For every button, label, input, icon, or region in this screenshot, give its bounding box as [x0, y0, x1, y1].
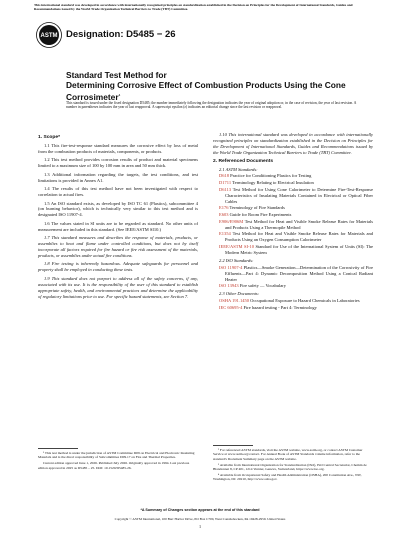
footnote-edition: Current edition approved June 1, 2026. Published July 2026. Originally approved in 1994. Last previous edition approved in 2025 as D5485 – 25. DOI: 10.1520/D5485-26. [38, 461, 190, 470]
copyright-line: Copyright © ASTM International, 100 Barr Harbor Drive, PO Box C700, West Conshohocken, PA 19428-2959. United States [114, 517, 286, 521]
footnotes-left [38, 448, 198, 472]
reference-code-link[interactable]: IEEE/ASTM SI-10 [219, 243, 255, 249]
reference-title: Test Method for Heat and Visible Smoke Release Rates for Materials and Products Using an Oxygen Consumption Calorimeter [225, 231, 373, 243]
reference-code-link[interactable]: D6113 [219, 186, 232, 192]
paragraph-1-2: 1.2 This test method provides corrosion results of product and material specimens limited to a maximum size of 100 by 100 mm in area and 50 mm thick. [38, 157, 198, 169]
paragraph-1-1: 1.1 This fire-test-response standard measures the corrosive effect by loss of metal from the combustion products of materials, components, or products. [38, 142, 198, 154]
footnote-1: ¹ This test method is under the jurisdiction of ASTM Committee D09 on Electrical and Electronic Insulating Materials and is the direct responsibility of Subcommittee D09.17 on Fire and Thermal Properties. [38, 451, 195, 460]
astm-reference-list [213, 173, 373, 255]
astm-logo-icon [36, 22, 62, 48]
paragraph-1-7: 1.7 This standard measures and describes the response of materials, products, or assemblies to heat and flame under controlled conditions, but does not by itself incorporate all factors required for fire hazard or fire risk assessment of the materials, products, or assemblies under actual fire conditions. [38, 235, 198, 258]
reference-item [219, 180, 373, 186]
reference-title: Standard for Use of the International System of Units (SI): The Modern Metric System [225, 243, 373, 255]
paragraph-1-5: 1.5 An ISO standard exists, as developed by ISO TC 61 (Plastics), subcommittee 4 (on burning behavior), which is technically very similar to this test method and is designated ISO 11907-4. [38, 200, 198, 218]
reference-title: Guide for Room Fire Experiments [228, 212, 292, 218]
reference-code-link[interactable]: ISO 13943 [219, 283, 239, 289]
reference-title: Terminology Relating to Electrical Insulation [231, 180, 314, 186]
international-standard-notice: This international standard was developed in accordance with internationally recognized principles on standardization established in the Decision on Principles for the Development of International Standards, Guides and Recommendations issued by the World Trade Organization Technical Barriers to Trade (TBT) Committee. [34, 3, 353, 12]
iso-standards-heading: 2.2 ISO Standards: [219, 257, 254, 263]
title-footnote-mark: 1 [118, 93, 121, 97]
footnotes-right [213, 445, 373, 483]
reference-item [219, 212, 373, 218]
referenced-documents-heading: 2. Referenced Documents [213, 158, 274, 164]
scope-heading: 1. Scope* [38, 135, 61, 140]
reference-title: Plastics—Smoke Generation—Determination of the Corrosivity of Fire Effluents—Part 4: Dynamic Decomposition Method Using a Conical Radiant Heater [225, 264, 373, 282]
reference-item [219, 283, 373, 289]
paragraph-1-8: 1.8 Fire testing is inherently hazardous. Adequate safeguards for personnel and property shall be employed in conducting these tests. [38, 261, 198, 273]
title-line-1: Standard Test Method for [66, 70, 167, 80]
reference-title: Fire safety — Vocabulary [238, 283, 286, 289]
astm-standards-heading: 2.1 ASTM Standards: [219, 166, 258, 172]
reference-code-link[interactable]: IEC 60695-4 [219, 304, 243, 310]
designation: Designation: D5485 − 26 [66, 29, 176, 40]
document-title [66, 70, 366, 102]
reference-item [219, 298, 373, 304]
svg-text:ASTM: ASTM [40, 33, 58, 39]
paragraph-1-4: 1.4 The results of this test method have not been investigated with respect to correlation to actual fires. [38, 186, 198, 198]
footnote-3: ³ Available from International Organization for Standardization (ISO), ISO Central Secretariat, Chemin de Blandonnet 8, CP 401, 1214 Vernier, Geneva, Switzerland, https://www.iso.org. [213, 462, 367, 471]
paragraph-1-10: 1.10 This international standard was developed in accordance with internationally recognized principles on standardization established in the Decision on Principles for the Development of International Standards, Guides and Recommendations issued by the World Trade Organization Technical Barriers to Trade (TBT) Committee. [213, 132, 373, 155]
reference-code-link[interactable]: OSHA 191.1450 [219, 298, 250, 304]
reference-title: Fire hazard testing - Part 4: Terminology [242, 304, 317, 310]
paragraph-1-3: 1.3 Additional information regarding the targets, the test conditions, and test limitations is provided in Annex A1. [38, 171, 198, 183]
reference-code-link[interactable]: E1354 [219, 231, 231, 237]
reference-title: Practice for Conditioning Plastics for Testing [229, 173, 312, 179]
other-documents-heading: 2.3 Other Documents: [219, 291, 260, 297]
other-reference-list [213, 298, 373, 311]
reference-code-link[interactable]: D1711 [219, 180, 232, 186]
standard-issuance-note: This standard is issued under the fixed designation D5485; the number immediately following the designation indicates the year of original adoption or, in the case of revision, the year of last revision. A number in parentheses indicates the year of last reapproval. A superscript epsilon (ε) indicates an editorial change since the last revision or reapproval. [66, 101, 357, 110]
reference-item [219, 205, 373, 211]
footnote-divider [38, 448, 78, 449]
reference-title: Test Method for Heat and Visible Smoke Release Rates for Materials and Products Using a Thermopile Method [225, 218, 373, 230]
left-column [38, 132, 198, 302]
title-main: Determining Corrosive Effect of Combustion Products Using the Cone Corrosimeter [66, 80, 346, 102]
reference-code-link[interactable]: ISO 11907-4 [219, 264, 243, 270]
right-column [213, 132, 373, 311]
footnote-2: ² For referenced ASTM standards, visit the ASTM website, www.astm.org, or contact ASTM Customer Service at www.astm.org/contact. For Annual Book of ASTM Standards volume information, refer to the standard's Document Summary page on the ASTM website. [213, 448, 363, 461]
reference-item [219, 219, 373, 231]
paragraph-1-9: 1.9 This standard does not purport to address all of the safety concerns, if any, associated with its use. It is the responsibility of the user of this standard to establish appropriate safety, health, and environmental practices and determine the applicability of regulatory limitations prior to use. For specific hazard statements, see Section 7. [38, 275, 198, 299]
reference-item [219, 187, 373, 205]
summary-of-changes-note: *A Summary of Changes section appears at the end of this standard [140, 508, 260, 512]
reference-item [219, 244, 373, 256]
paragraph-1-6: 1.6 The values stated in SI units are to be regarded as standard. No other units of measurement are included in this standard. (See IEEE/ASTM SI10.) [38, 220, 198, 232]
reference-title: Terminology of Fire Standards [228, 205, 285, 211]
page-number: 1 [198, 524, 202, 529]
iso-reference-list [213, 265, 373, 289]
reference-code-link[interactable]: D618 [219, 173, 229, 179]
footnote-4: ⁴ Available from Occupational Safety and Health Administration (OSHA), 200 Constitution Ave., NW, Washington, DC 20210, http://www.osha.gov. [213, 473, 362, 482]
reference-item [219, 173, 373, 179]
reference-title: Test Method for Using Cone Calorimeter to Determine Fire-Test-Response Characteristics of Insulating Materials Contained in Electrical or Optical Fiber Cables [225, 186, 373, 204]
reference-title: Occupational Exposure to Hazard Chemicals in Laboratories [249, 298, 360, 304]
title-line-2 [66, 80, 366, 102]
reference-code-link[interactable]: E603 [219, 212, 229, 218]
reference-item [219, 265, 373, 283]
reference-item [219, 231, 373, 243]
footnote-divider [213, 445, 253, 446]
reference-code-link[interactable]: E176 [219, 205, 229, 211]
reference-item [219, 305, 373, 311]
reference-code-link[interactable]: E906/E906M [219, 218, 244, 224]
